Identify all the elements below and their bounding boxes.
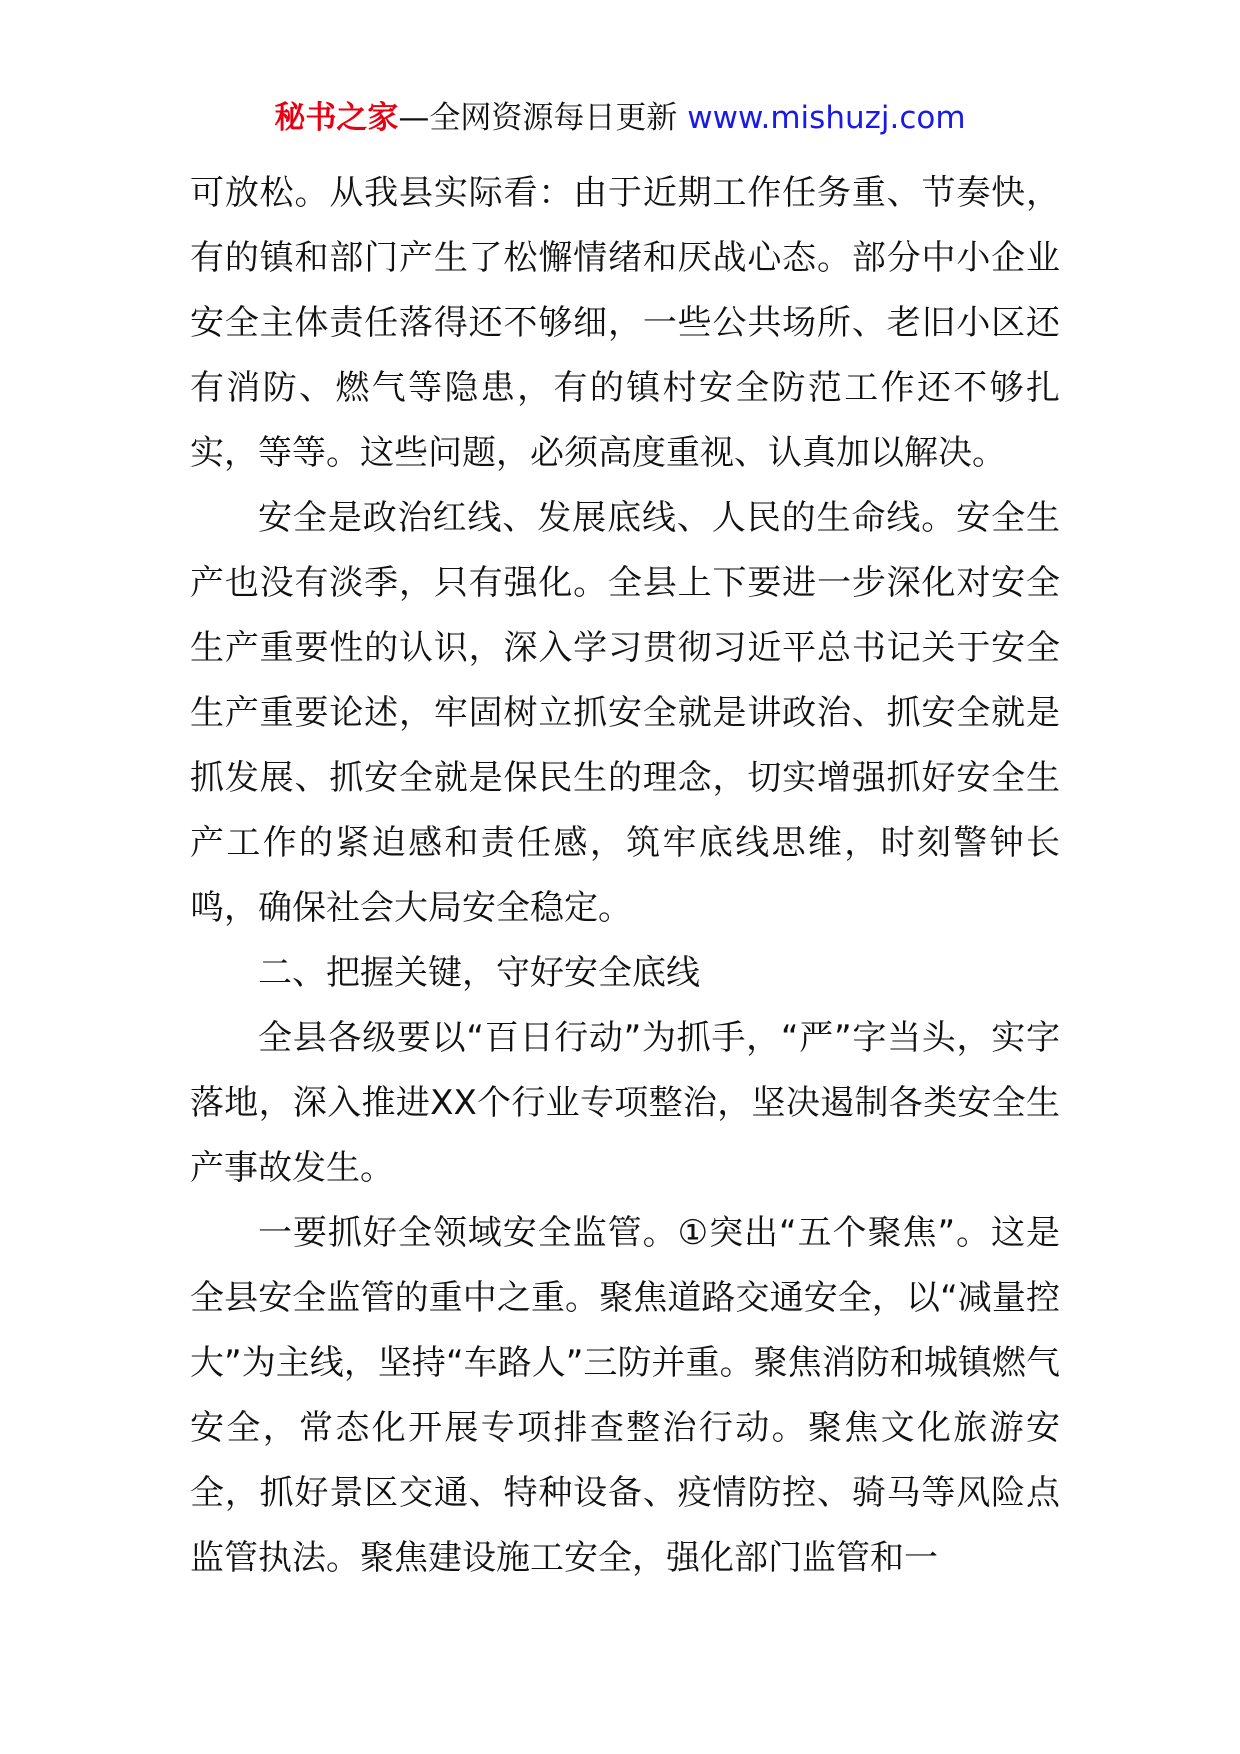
paragraph-hundred-day-action: 全县各级要以“百日行动”为抓手，“严”字当头，实字落地，深入推进XX个行业专项整治，坚决遏制各类安全生产事故发生。 <box>190 1018 1060 1188</box>
document-body <box>190 161 1060 1591</box>
brand-name: 秘书之家 <box>274 100 399 136</box>
paragraph-full-domain-supervision: 一要抓好全领域安全监管。①突出“五个聚焦”。这是全县安全监管的重中之重。聚焦道路交通安全，以“减量控大”为主线，坚持“车路人”三防并重。聚焦消防和城镇燃气安全，常态化开展专项排查整治行动。聚焦文化旅游安全，抓好景区交通、特种设备、疫情防控、骑马等风险点监管执法。聚焦建设施工安全，强化部门监管和一 <box>190 1213 1060 1578</box>
paragraph-safety-redline: 安全是政治红线、发展底线、人民的生命线。安全生产也没有淡季，只有强化。全县上下要进一步深化对安全生产重要性的认识，深入学习贯彻习近平总书记关于安全生产重要论述，牢固树立抓安全就是讲政治、抓安全就是抓发展、抓安全就是保民生的理念，切实增强抓好安全生产工作的紧迫感和责任感，筑牢底线思维，时刻警钟长鸣，确保社会大局安全稳定。 <box>190 498 1060 928</box>
website-link[interactable]: www.mishuzj.com <box>687 100 966 136</box>
paragraph-continuation: 可放松。从我县实际看：由于近期工作任务重、节奏快，有的镇和部门产生了松懈情绪和厌战心态。部分中小企业安全主体责任落得还不够细，一些公共场所、老旧小区还有消防、燃气等隐患，有的镇村安全防范工作还不够扎实，等等。这些问题，必须高度重视、认真加以解决。 <box>190 173 1060 473</box>
section-heading: 二、把握关键，守好安全底线 <box>258 953 700 993</box>
watermark-header <box>0 98 1240 138</box>
header-tagline: —全网资源每日更新 <box>398 100 688 136</box>
